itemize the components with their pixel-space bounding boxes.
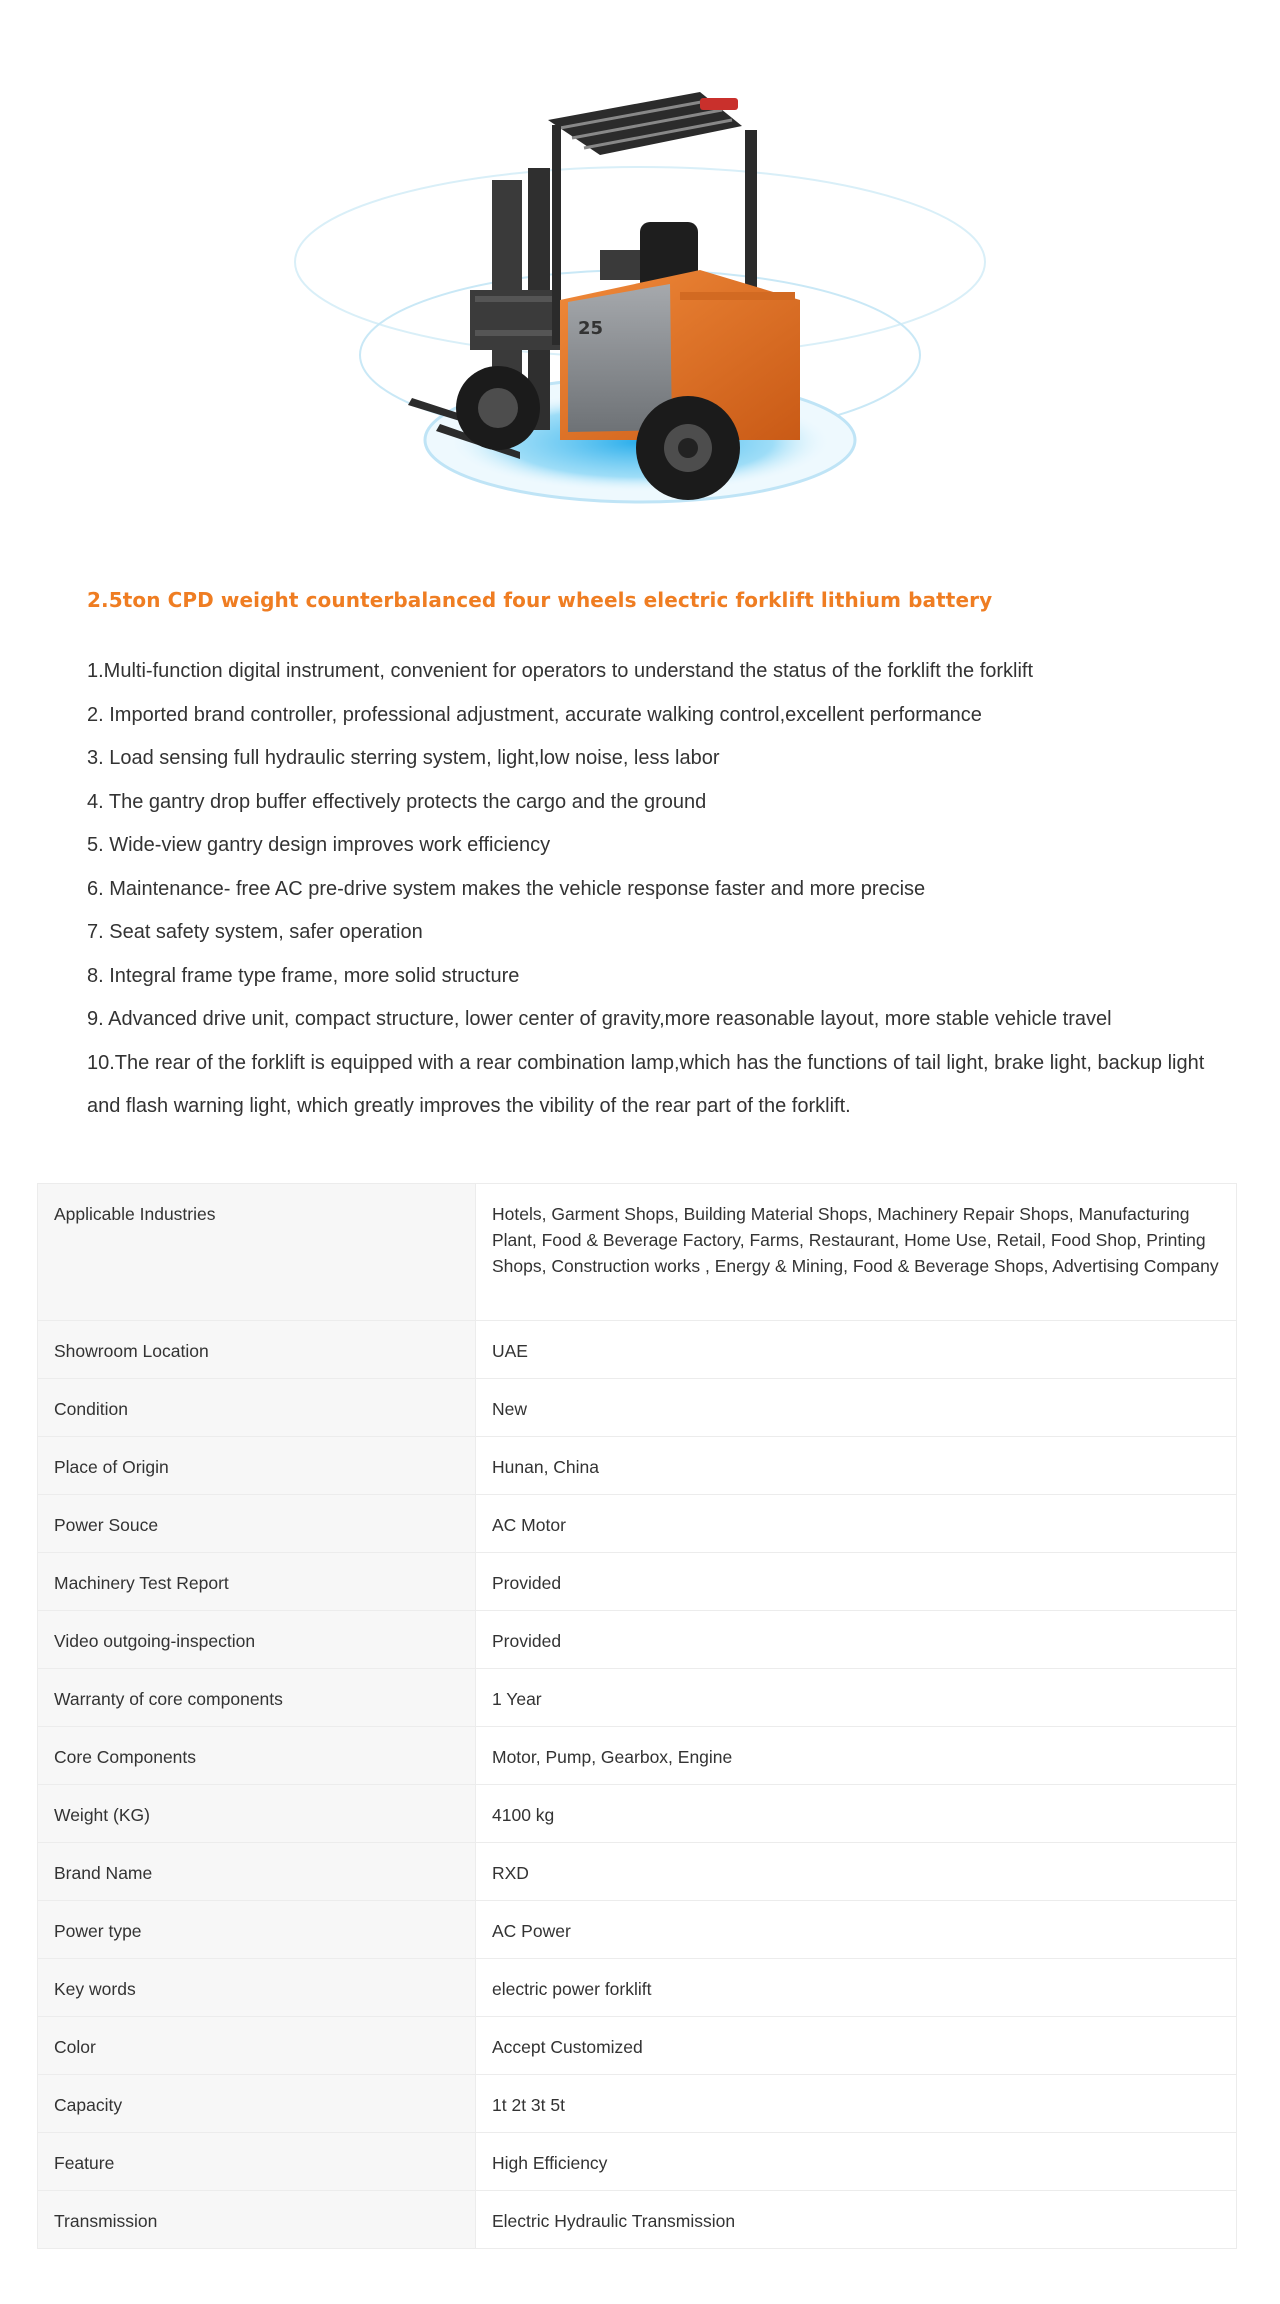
spec-key: Key words	[38, 1959, 476, 2017]
table-row	[38, 1495, 1237, 1553]
forklift-product-image	[0, 0, 1280, 540]
feature-item: 9. Advanced drive unit, compact structure, lower center of gravity,more reasonable layout, more stable vehicle travel	[87, 1008, 1112, 1030]
spec-key: Machinery Test Report	[38, 1553, 476, 1611]
spec-key: Transmission	[38, 2191, 476, 2249]
spec-value: AC Power	[476, 1901, 1237, 1959]
feature-item: 7. Seat safety system, safer operation	[87, 921, 423, 943]
table-row	[38, 1321, 1237, 1379]
product-title: 2.5ton CPD weight counterbalanced four wheels electric forklift lithium battery	[87, 588, 993, 612]
spec-key: Feature	[38, 2133, 476, 2191]
table-row	[38, 2017, 1237, 2075]
feature-item: 1.Multi-function digital instrument, convenient for operators to understand the status of the forklift the forklift	[87, 660, 1034, 682]
spec-key: Warranty of core components	[38, 1669, 476, 1727]
table-row	[38, 1184, 1237, 1321]
table-row	[38, 1437, 1237, 1495]
spec-value: RXD	[476, 1843, 1237, 1901]
spec-value: AC Motor	[476, 1495, 1237, 1553]
spec-value: Electric Hydraulic Transmission	[476, 2191, 1237, 2249]
table-row	[38, 1843, 1237, 1901]
spec-key: Place of Origin	[38, 1437, 476, 1495]
spec-value: Hunan, China	[476, 1437, 1237, 1495]
spec-key: Weight (KG)	[38, 1785, 476, 1843]
spec-value: 1 Year	[476, 1669, 1237, 1727]
spec-key: Color	[38, 2017, 476, 2075]
table-row	[38, 1785, 1237, 1843]
spec-key: Applicable Industries	[38, 1184, 476, 1321]
spec-value: Accept Customized	[476, 2017, 1237, 2075]
table-row	[38, 2191, 1237, 2249]
spec-value: High Efficiency	[476, 2133, 1237, 2191]
feature-item: 5. Wide-view gantry design improves work efficiency	[87, 834, 551, 856]
spec-key: Showroom Location	[38, 1321, 476, 1379]
model-badge: 25	[578, 318, 604, 339]
feature-item: 8. Integral frame type frame, more solid structure	[87, 964, 520, 987]
spec-key: Power type	[38, 1901, 476, 1959]
table-row	[38, 1553, 1237, 1611]
feature-item: 2. Imported brand controller, professional adjustment, accurate walking control,excellent performance	[87, 703, 982, 726]
feature-item: 6. Maintenance- free AC pre-drive system makes the vehicle response faster and more precise	[87, 877, 926, 900]
spec-key: Brand Name	[38, 1843, 476, 1901]
spec-value: Provided	[476, 1553, 1237, 1611]
spec-key: Power Souce	[38, 1495, 476, 1553]
table-row	[38, 1669, 1237, 1727]
spec-key: Condition	[38, 1379, 476, 1437]
spec-value: UAE	[476, 1321, 1237, 1379]
table-row	[38, 2133, 1237, 2191]
spec-table	[37, 1183, 1237, 2249]
spec-key: Video outgoing-inspection	[38, 1611, 476, 1669]
spec-value: 4100 kg	[476, 1785, 1237, 1843]
table-row	[38, 2075, 1237, 2133]
table-row	[38, 1959, 1237, 2017]
spec-key: Core Components	[38, 1727, 476, 1785]
spec-key: Capacity	[38, 2075, 476, 2133]
table-row	[38, 1901, 1237, 1959]
feature-item: 4. The gantry drop buffer effectively protects the cargo and the ground	[87, 790, 707, 813]
feature-list	[87, 650, 1237, 1129]
spec-value: Motor, Pump, Gearbox, Engine	[476, 1727, 1237, 1785]
spec-value: 1t 2t 3t 5t	[476, 2075, 1237, 2133]
table-row	[38, 1727, 1237, 1785]
spec-value: New	[476, 1379, 1237, 1437]
spec-value: Hotels, Garment Shops, Building Material Shops, Machinery Repair Shops, Manufacturing Plant, Food & Beverage Factory, Farms, Restaurant, Home Use, Retail, Food Shop, Printing Shops, Construction works , Energy & Mining, Food & Beverage Shops, Advertising Company	[476, 1184, 1237, 1321]
feature-item: 10.The rear of the forklift is equipped with a rear combination lamp,which has the functions of tail light, brake light, backup light and flash warning light, which greatly improves the vibility of the rear part of the forklift.	[87, 1051, 1205, 1117]
spec-value: electric power forklift	[476, 1959, 1237, 2017]
spec-value: Provided	[476, 1611, 1237, 1669]
table-row	[38, 1379, 1237, 1437]
hero-section	[0, 0, 1280, 540]
feature-item: 3. Load sensing full hydraulic sterring system, light,low noise, less labor	[87, 747, 720, 769]
table-row	[38, 1611, 1237, 1669]
